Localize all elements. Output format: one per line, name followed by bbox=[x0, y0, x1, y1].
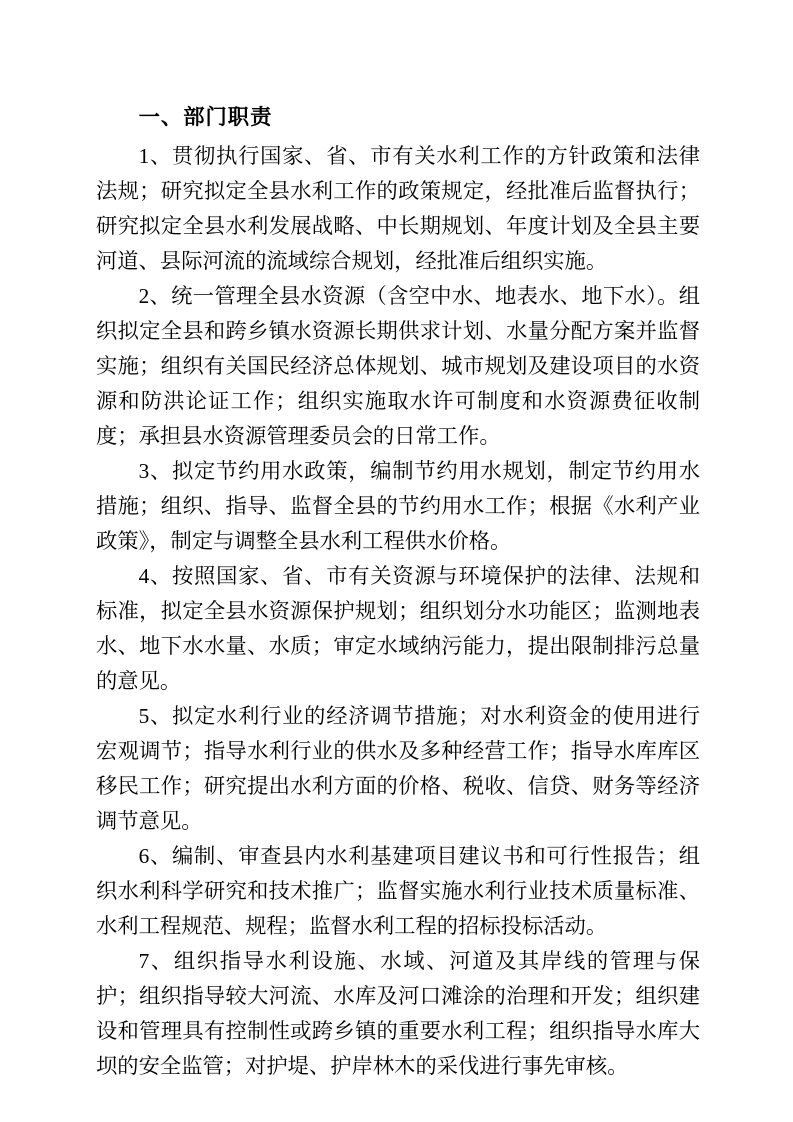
paragraph-5: 5、拟定水利行业的经济调节措施；对水利资金的使用进行宏观调节；指导水利行业的供水及多种经营工作；指导水库库区移民工作；研究提出水利方面的价格、税收、信贷、财务等经济调节意见。 bbox=[96, 704, 700, 833]
paragraph-3: 3、拟定节约用水政策，编制节约用水规划，制定节约用水措施；组织、指导、监督全县的节约用水工作；根据《水利产业政策》，制定与调整全县水利工程供水价格。 bbox=[96, 459, 700, 553]
paragraph-7: 7、组织指导水利设施、水域、河道及其岸线的管理与保护；组织指导较大河流、水库及河口滩涂的治理和开发；组织建设和管理具有控制性或跨乡镇的重要水利工程；组织指导水库大坝的安全监管；对护堤、护岸林木的采伐进行事先审核。 bbox=[96, 949, 700, 1078]
paragraph-6: 6、编制、审查县内水利基建项目建议书和可行性报告；组织水利科学研究和技术推广；监督实施水利行业技术质量标准、水利工程规范、规程；监督水利工程的招标投标活动。 bbox=[96, 844, 700, 938]
section-heading: 一、部门职责 bbox=[138, 105, 273, 129]
paragraph-1: 1、贯彻执行国家、省、市有关水利工作的方针政策和法律法规；研究拟定全县水利工作的政策规定，经批准后监督执行；研究拟定全县水利发展战略、中长期规划、年度计划及全县主要河道、县际河流的流域综合规划，经批准后组织实施。 bbox=[96, 144, 700, 273]
paragraph-4: 4、按照国家、省、市有关资源与环境保护的法律、法规和标准，拟定全县水资源保护规划；组织划分水功能区；监测地表水、地下水水量、水质；审定水域纳污能力，提出限制排污总量的意见。 bbox=[96, 564, 700, 693]
paragraph-2: 2、统一管理全县水资源（含空中水、地表水、地下水）。组织拟定全县和跨乡镇水资源长期供求计划、水量分配方案并监督实施；组织有关国民经济总体规划、城市规划及建设项目的水资源和防洪论证工作；组织实施取水许可制度和水资源费征收制度；承担县水资源管理委员会的日常工作。 bbox=[96, 284, 700, 448]
